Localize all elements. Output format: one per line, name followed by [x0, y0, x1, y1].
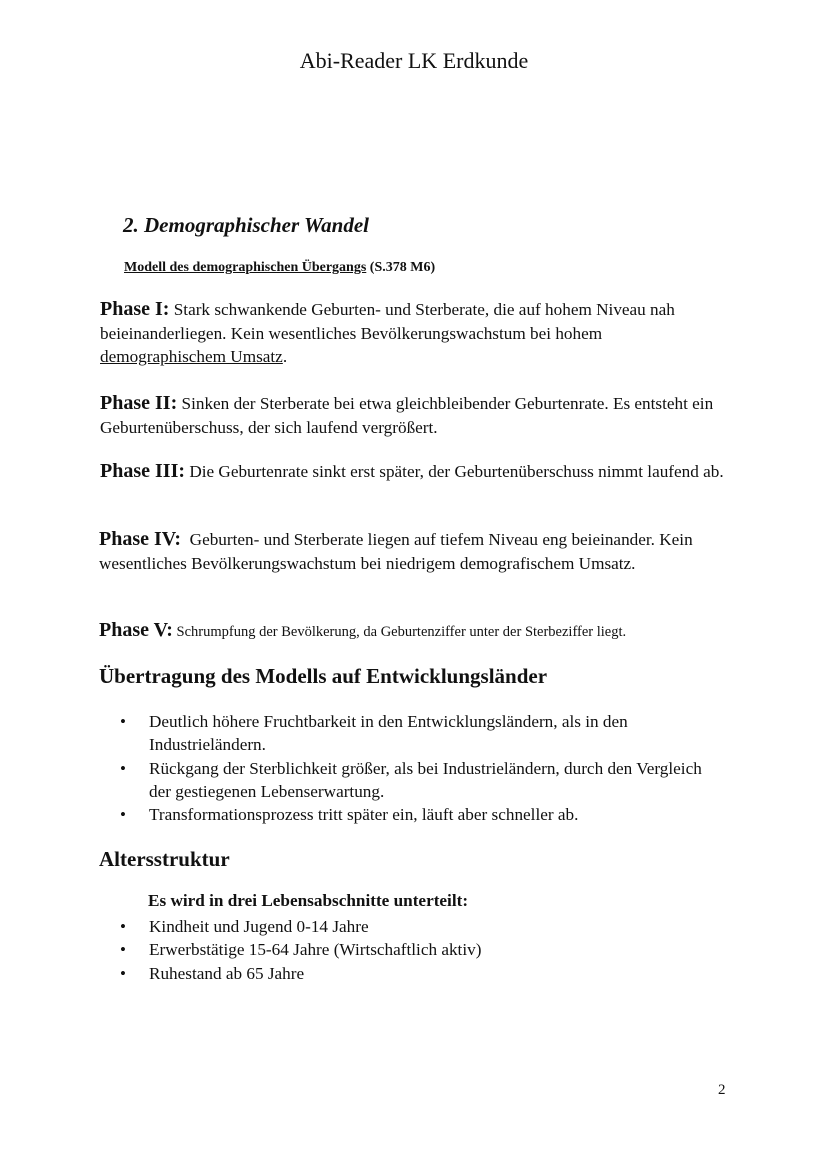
age-structure-list [118, 915, 718, 985]
phase-5-paragraph [99, 619, 729, 645]
page-header: Abi-Reader LK Erdkunde [299, 48, 529, 73]
age-structure-heading: Altersstruktur [99, 847, 230, 871]
list-item: • Rückgang der Sterblichkeit größer, als bei Industrieländern, durch den Vergleich der gestiegenen Lebenserwartung. [118, 757, 718, 804]
phase-1-paragraph [100, 298, 730, 369]
model-heading-reference: (S.378 M6) [366, 260, 436, 275]
list-item: • Deutlich höhere Fruchtbarkeit in den Entwicklungsländern, als in den Industrieländern. [118, 710, 718, 757]
phase-2-label: Phase II: [100, 392, 178, 414]
model-heading [124, 260, 435, 276]
list-item: • Erwerbstätige 15-64 Jahre (Wirtschaftlich aktiv) [118, 938, 718, 961]
phase-3-text: Die Geburtenrate sinkt erst später, der Geburtenüberschuss nimmt laufend ab. [185, 462, 724, 481]
model-heading-title: Modell des demographischen Übergangs [124, 260, 367, 275]
list-item: • Transformationsprozess tritt später ein, läuft aber schneller ab. [118, 803, 718, 826]
phase-4-paragraph [99, 528, 729, 575]
age-structure-subheading: Es wird in drei Lebensabschnitte unterteilt: [148, 891, 469, 910]
phase-5-text: Schrumpfung der Bevölkerung, da Geburtenziffer unter der Sterbeziffer liegt. [172, 624, 627, 640]
phase-1-text-end: . [282, 347, 288, 366]
phase-5-label: Phase V: [99, 619, 173, 641]
phase-2-text: Sinken der Sterberate bei etwa gleichbleibender Geburtenrate. Es entsteht ein Geburtenüberschuss, der sich laufend vergrößert. [100, 394, 714, 437]
section-title: 2. Demographischer Wandel [123, 213, 369, 237]
phase-4-label: Phase IV: [99, 528, 182, 550]
transfer-heading: Übertragung des Modells auf Entwicklungsländer [99, 664, 548, 688]
list-item: • Ruhestand ab 65 Jahre [118, 962, 718, 985]
phase-1-label: Phase I: [100, 298, 170, 320]
transfer-list [118, 710, 718, 826]
phase-4-text: Geburten- und Sterberate liegen auf tiefem Niveau eng beieinander. Kein wesentliches Bevölkerungswachstum bei niedrigem demografischem Umsatz. [99, 530, 697, 573]
phase-3-paragraph [100, 460, 730, 484]
page-number: 2 [718, 1082, 726, 1098]
phase-1-underlined-term: demographischem Umsatz [100, 347, 283, 366]
list-item: • Kindheit und Jugend 0-14 Jahre [118, 915, 718, 938]
phase-2-paragraph [100, 392, 730, 439]
phase-3-label: Phase III: [100, 460, 186, 482]
phase-1-text: Stark schwankende Geburten- und Sterberate, die auf hohem Niveau nah beieinanderliegen. Kein wesentliches Bevölkerungswachstum bei hohem [100, 300, 675, 343]
